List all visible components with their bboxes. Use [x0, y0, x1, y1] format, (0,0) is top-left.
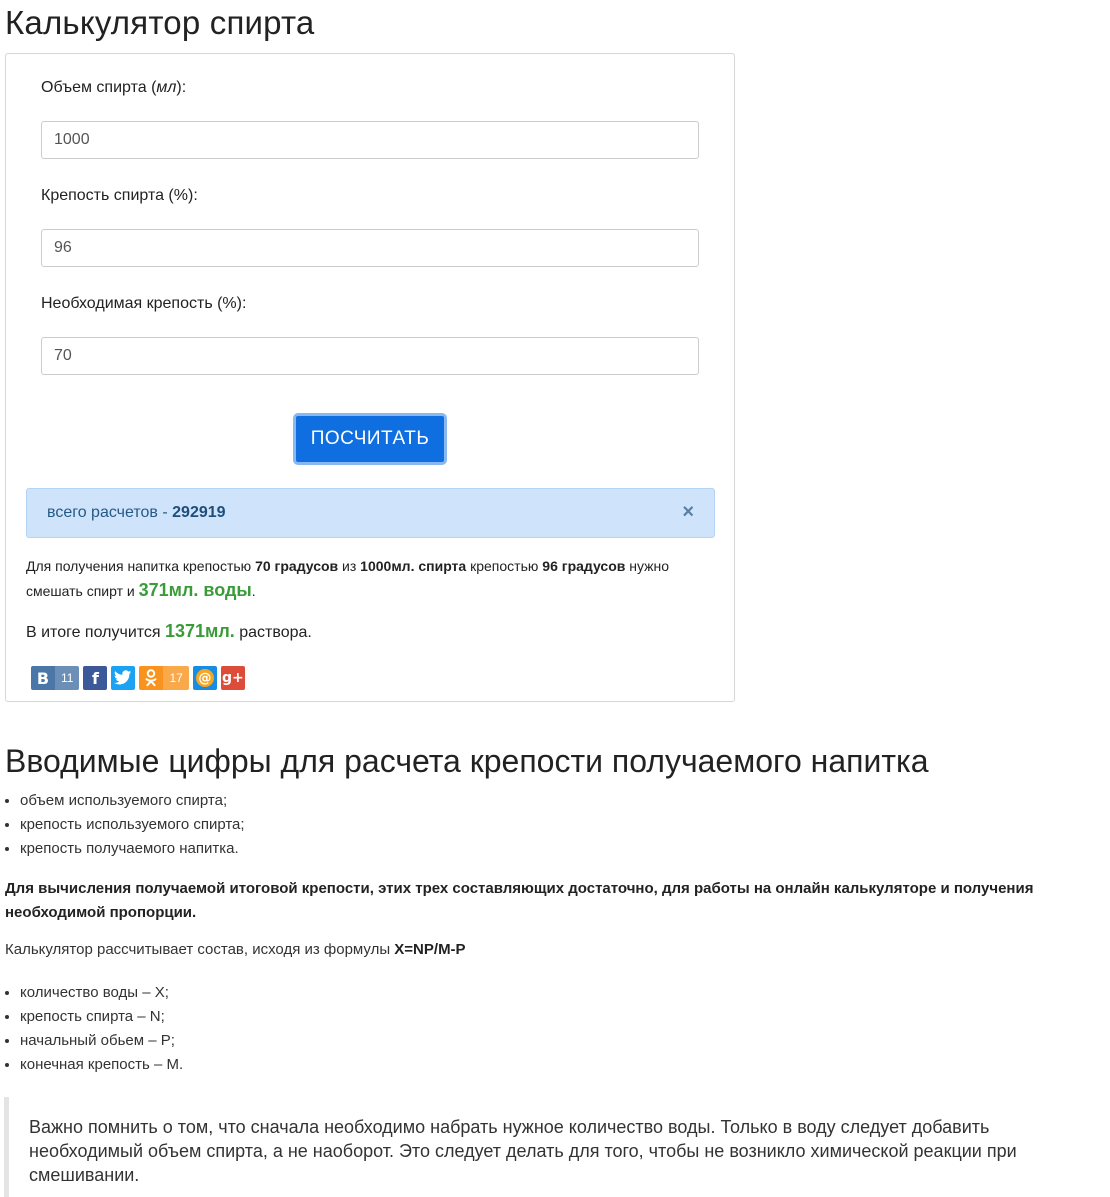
- target-strength-input[interactable]: [41, 337, 699, 375]
- share-twitter-button[interactable]: [111, 666, 135, 690]
- bold-paragraph: Для вычисления получаемой итоговой крепости, этих трех составляющих достаточно, для работы на онлайн калькуляторе и получения необходимой пропорции.: [5, 880, 1034, 921]
- water-amount: 371мл. воды: [138, 580, 252, 600]
- calculator-card: [5, 53, 735, 702]
- close-icon[interactable]: ×: [682, 501, 694, 523]
- strength-input[interactable]: [41, 229, 699, 267]
- list-item: • крепость спирта – N;: [20, 1005, 183, 1029]
- list-item: • крепость получаемого напитка.: [20, 837, 245, 861]
- list-item: • количество воды – X;: [20, 981, 183, 1005]
- variables-list: [0, 981, 183, 1077]
- total-paragraph: В итоге получится 1371мл. раствора.: [26, 621, 312, 641]
- googleplus-icon: g+: [221, 666, 245, 690]
- result-paragraph: Для получения напитка крепостью 70 градусов из 1000мл. спирта крепостью 96 градусов нужно смешать спирт и 371мл. воды.: [26, 558, 670, 600]
- section-heading: Вводимые цифры для расчета крепости получаемого напитка: [5, 743, 929, 779]
- note-blockquote: Важно помнить о том, что сначала необходимо набрать нужное количество воды. Только в воду следует добавить необходимый объем спирта, а не наоборот. Это следует делать для того, чтобы не возникло химической реакции при смешивании.: [4, 1097, 1064, 1197]
- target-strength-label: Необходимая крепость (%):: [41, 295, 247, 312]
- volume-input[interactable]: [41, 121, 699, 159]
- odnoklassniki-icon: [139, 666, 163, 690]
- social-share-bar: [31, 666, 245, 690]
- formula: X=NP/M-P: [394, 941, 466, 958]
- twitter-icon: [111, 666, 135, 690]
- share-facebook-button[interactable]: [83, 666, 107, 690]
- page-title: Калькулятор спирта: [5, 4, 315, 41]
- total-amount: 1371мл.: [165, 621, 235, 641]
- inputs-list: [0, 789, 245, 861]
- share-odnoklassniki-button[interactable]: [139, 666, 188, 690]
- share-vk-button[interactable]: [31, 666, 79, 690]
- odnoklassniki-count: 17: [163, 666, 188, 690]
- list-item: • объем используемого спирта;: [20, 789, 245, 813]
- calculations-alert: [26, 488, 715, 538]
- alert-text: всего расчетов - 292919: [47, 504, 226, 521]
- facebook-icon: f: [83, 666, 107, 690]
- formula-paragraph: Калькулятор рассчитывает состав, исходя из формулы X=NP/M-P: [5, 941, 466, 958]
- vk-icon: В: [31, 666, 55, 690]
- share-mailru-button[interactable]: [193, 666, 217, 690]
- volume-label: Объем спирта (мл):: [41, 79, 187, 96]
- strength-label: Крепость спирта (%):: [41, 187, 198, 204]
- list-item: • начальный обьем – P;: [20, 1029, 183, 1053]
- calculations-count: 292919: [172, 504, 226, 521]
- calculate-button[interactable]: ПОСЧИТАТЬ: [293, 413, 447, 465]
- share-googleplus-button[interactable]: [221, 666, 245, 690]
- vk-count: 11: [55, 666, 79, 690]
- list-item: • конечная крепость – M.: [20, 1053, 183, 1077]
- list-item: • крепость используемого спирта;: [20, 813, 245, 837]
- mailru-icon: @: [193, 666, 217, 690]
